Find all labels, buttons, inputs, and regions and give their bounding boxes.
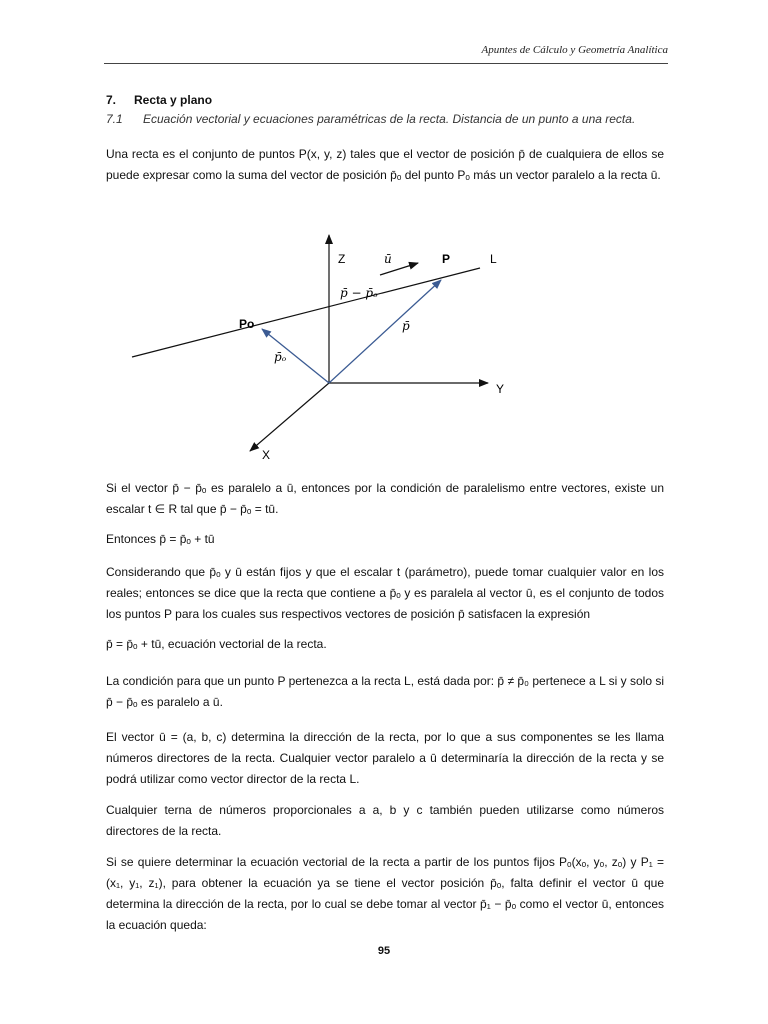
subsection-title-text: Ecuación vectorial y ecuaciones paramétricas de la recta. Distancia de un punto a una recta. (143, 112, 636, 126)
paragraph-equation: Entonces p̄ = p̄ₒ + tū (106, 532, 215, 546)
paragraph-membership-condition: La condición para que un punto P pertenezca a la recta L, está dada por: p̄ ≠ p̄₀ pertenece a L si y solo si p̄ − p̄ₒ es paralelo a ū. (106, 674, 664, 709)
label-po-vector: p̄ₒ (274, 350, 287, 364)
section-title-text: Recta y plano (134, 93, 213, 107)
section-title (106, 93, 212, 107)
paragraph-definition: Una recta es el conjunto de puntos P(x, y, z) tales que el vector de posición p̄ de cualquiera de ellos se puede expresar como la suma del vector de posición p̄ₒ del punto Pₒ más un vector paralelo a la recta ū. (106, 147, 664, 182)
paragraph-direction-vector: El vector ū = (a, b, c) determina la dirección de la recta, por lo que a sus componentes se les llama números directores de la recta. Cualquier vector paralelo a ū determinaría la dirección de la recta y se podrá utilizar como vector director de la recta L. (106, 730, 664, 786)
paragraph-considering: Considerando que p̄ₒ y ū están fijos y que el escalar t (parámetro), puede tomar cualquier valor en los reales; entonces se dice que la recta que contiene a p̄ₒ y es paralela al vector ū, es el conjunto de todos los puntos P para los cuales sus respectivos vectores de posición p̄ satisfacen la expresión (106, 565, 664, 621)
label-z: Z (338, 252, 346, 266)
line-vector-diagram (0, 215, 768, 465)
section-number: 7. (106, 93, 117, 107)
x-axis (250, 383, 329, 451)
header-rule (104, 63, 668, 64)
paragraph-two-points: Si se quiere determinar la ecuación vectorial de la recta a partir de los puntos fijos Pₒ(xₒ, yₒ, zₒ) y P₁ = (x₁, y₁, z₁), para obtener la ecuación ya se tiene el vector posición p̄ₒ, falta definir el vector ū que determina la dirección de la recta, por lo cual se debe tomar al vector p̄₁ − p̄ₒ como el vector ū, entonces la ecuación queda: (106, 855, 664, 932)
label-p-vector: p̄ (402, 319, 410, 333)
paragraph-proportional-numbers: Cualquier terna de números proporcionales a a, b y c también pueden utilizarse como números directores de la recta. (106, 803, 664, 838)
subsection-number: 7.1 (106, 112, 123, 126)
header-title: Apuntes de Cálculo y Geometría Analítica (481, 44, 668, 56)
page-number: 95 (377, 945, 391, 957)
label-x: X (262, 448, 271, 462)
label-l: L (490, 252, 497, 266)
label-p-minus-po: p̄ − p̄ₒ (340, 286, 378, 300)
line-l (132, 268, 480, 357)
label-p: P (442, 252, 451, 266)
vector-po-arrow (262, 329, 329, 383)
label-po: Po (239, 317, 255, 331)
paragraph-vector-equation: p̄ = p̄ₒ + tū, ecuación vectorial de la recta. (106, 637, 327, 651)
label-y: Y (496, 382, 505, 396)
label-u: ū (384, 252, 392, 266)
paragraph-parallel-condition: Si el vector p̄ − p̄ₒ es paralelo a ū, entonces por la condición de paralelismo entre vectores, existe un escalar t ∈ R tal que p̄ − p̄ₒ = tū. (106, 481, 664, 516)
subsection-title (106, 112, 635, 126)
